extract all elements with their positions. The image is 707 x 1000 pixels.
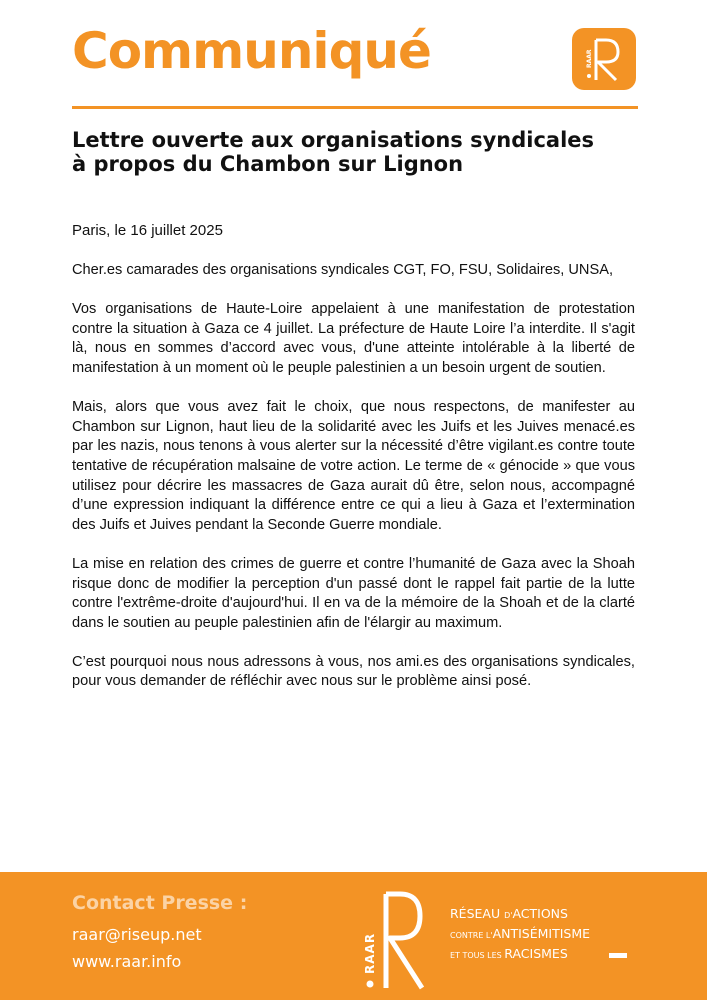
org-name-line-1 (450, 906, 568, 921)
paragraph: C’est pourquoi nous nous adressons à vous, nos ami.es des organisations syndicales, pour vous demander de réfléchir avec nous sur le problème ainsi posé. (72, 653, 635, 690)
logo-text: RAAR (586, 49, 593, 68)
contact-email[interactable]: raar@riseup.net (72, 925, 202, 944)
org-name-line-3 (450, 946, 568, 961)
raar-logo (572, 28, 636, 90)
contact-website[interactable]: www.raar.info (72, 952, 182, 971)
paragraph: La mise en relation des crimes de guerre et contre l’humanité de Gaza avec la Shoah risque donc de modifier la perception d'un passé dont le rappel fait partie de la lutte contre l'extrême-droite d'aujourd'hui. Il en va de la mémoire de la Shoah et de la clarté dans le soutien au peuple palestinien afin de l'élargir au maximum. (72, 555, 635, 631)
footer (0, 872, 707, 1000)
contact-title: Contact Presse : (72, 892, 248, 914)
headline: Lettre ouverte aux organisations syndicales à propos du Chambon sur Lignon (72, 128, 595, 176)
org-accent-bar (609, 953, 627, 958)
paragraph: Cher.es camarades des organisations syndicales CGT, FO, FSU, Solidaires, UNSA, (72, 262, 613, 278)
letter-body (72, 261, 635, 712)
page-title: Communiqué (72, 22, 431, 80)
org-word: RÉSEAU (450, 906, 505, 921)
org-word: RACISMES (504, 946, 568, 961)
raar-footer-logo (356, 888, 426, 992)
paragraph: Vos organisations de Haute-Loire appelaient à une manifestation de protestation contre la situation à Gaza ce 4 juillet. La préfecture de Haute Loire l’a interdite. Il s'agit là, nous en sommes d’accord avec vous, d'une atteinte intolérable à la liberté de manifestation à un moment où le peuple palestinien a un besoin urgent de soutien. (72, 301, 635, 376)
footer-logo-text: RAAR (363, 932, 377, 974)
org-word: ACTIONS (512, 906, 568, 921)
org-word: ANTISÉMITISME (492, 926, 591, 941)
org-word: CONTRE L' (450, 931, 493, 940)
org-word: D' (504, 911, 513, 920)
org-word: ET TOUS LES (450, 951, 505, 960)
title-divider (72, 106, 638, 109)
raar-logo-mark (572, 28, 636, 90)
org-name-line-2 (450, 926, 590, 941)
dateline: Paris, le 16 juillet 2025 (72, 222, 223, 239)
paragraph: Mais, alors que vous avez fait le choix, que nous respectons, de manifester au Chambon sur Lignon, haut lieu de la solidarité avec les Juifs et les Juives menacé.es par les nazis, nous tenons à vous alerter sur la nécessité d’être vigilant.es contre toute tentative de récupération malsaine de votre action. Le terme de « génocide » que vous utilisez pour décrire les massacres de Gaza aurait dû être, selon nous, accompagné d’une expression indiquant la différence entre ce qui a lieu à Gaza et l’extermination des Juifs et Juives pendant la Seconde Guerre mondiale. (72, 399, 635, 533)
